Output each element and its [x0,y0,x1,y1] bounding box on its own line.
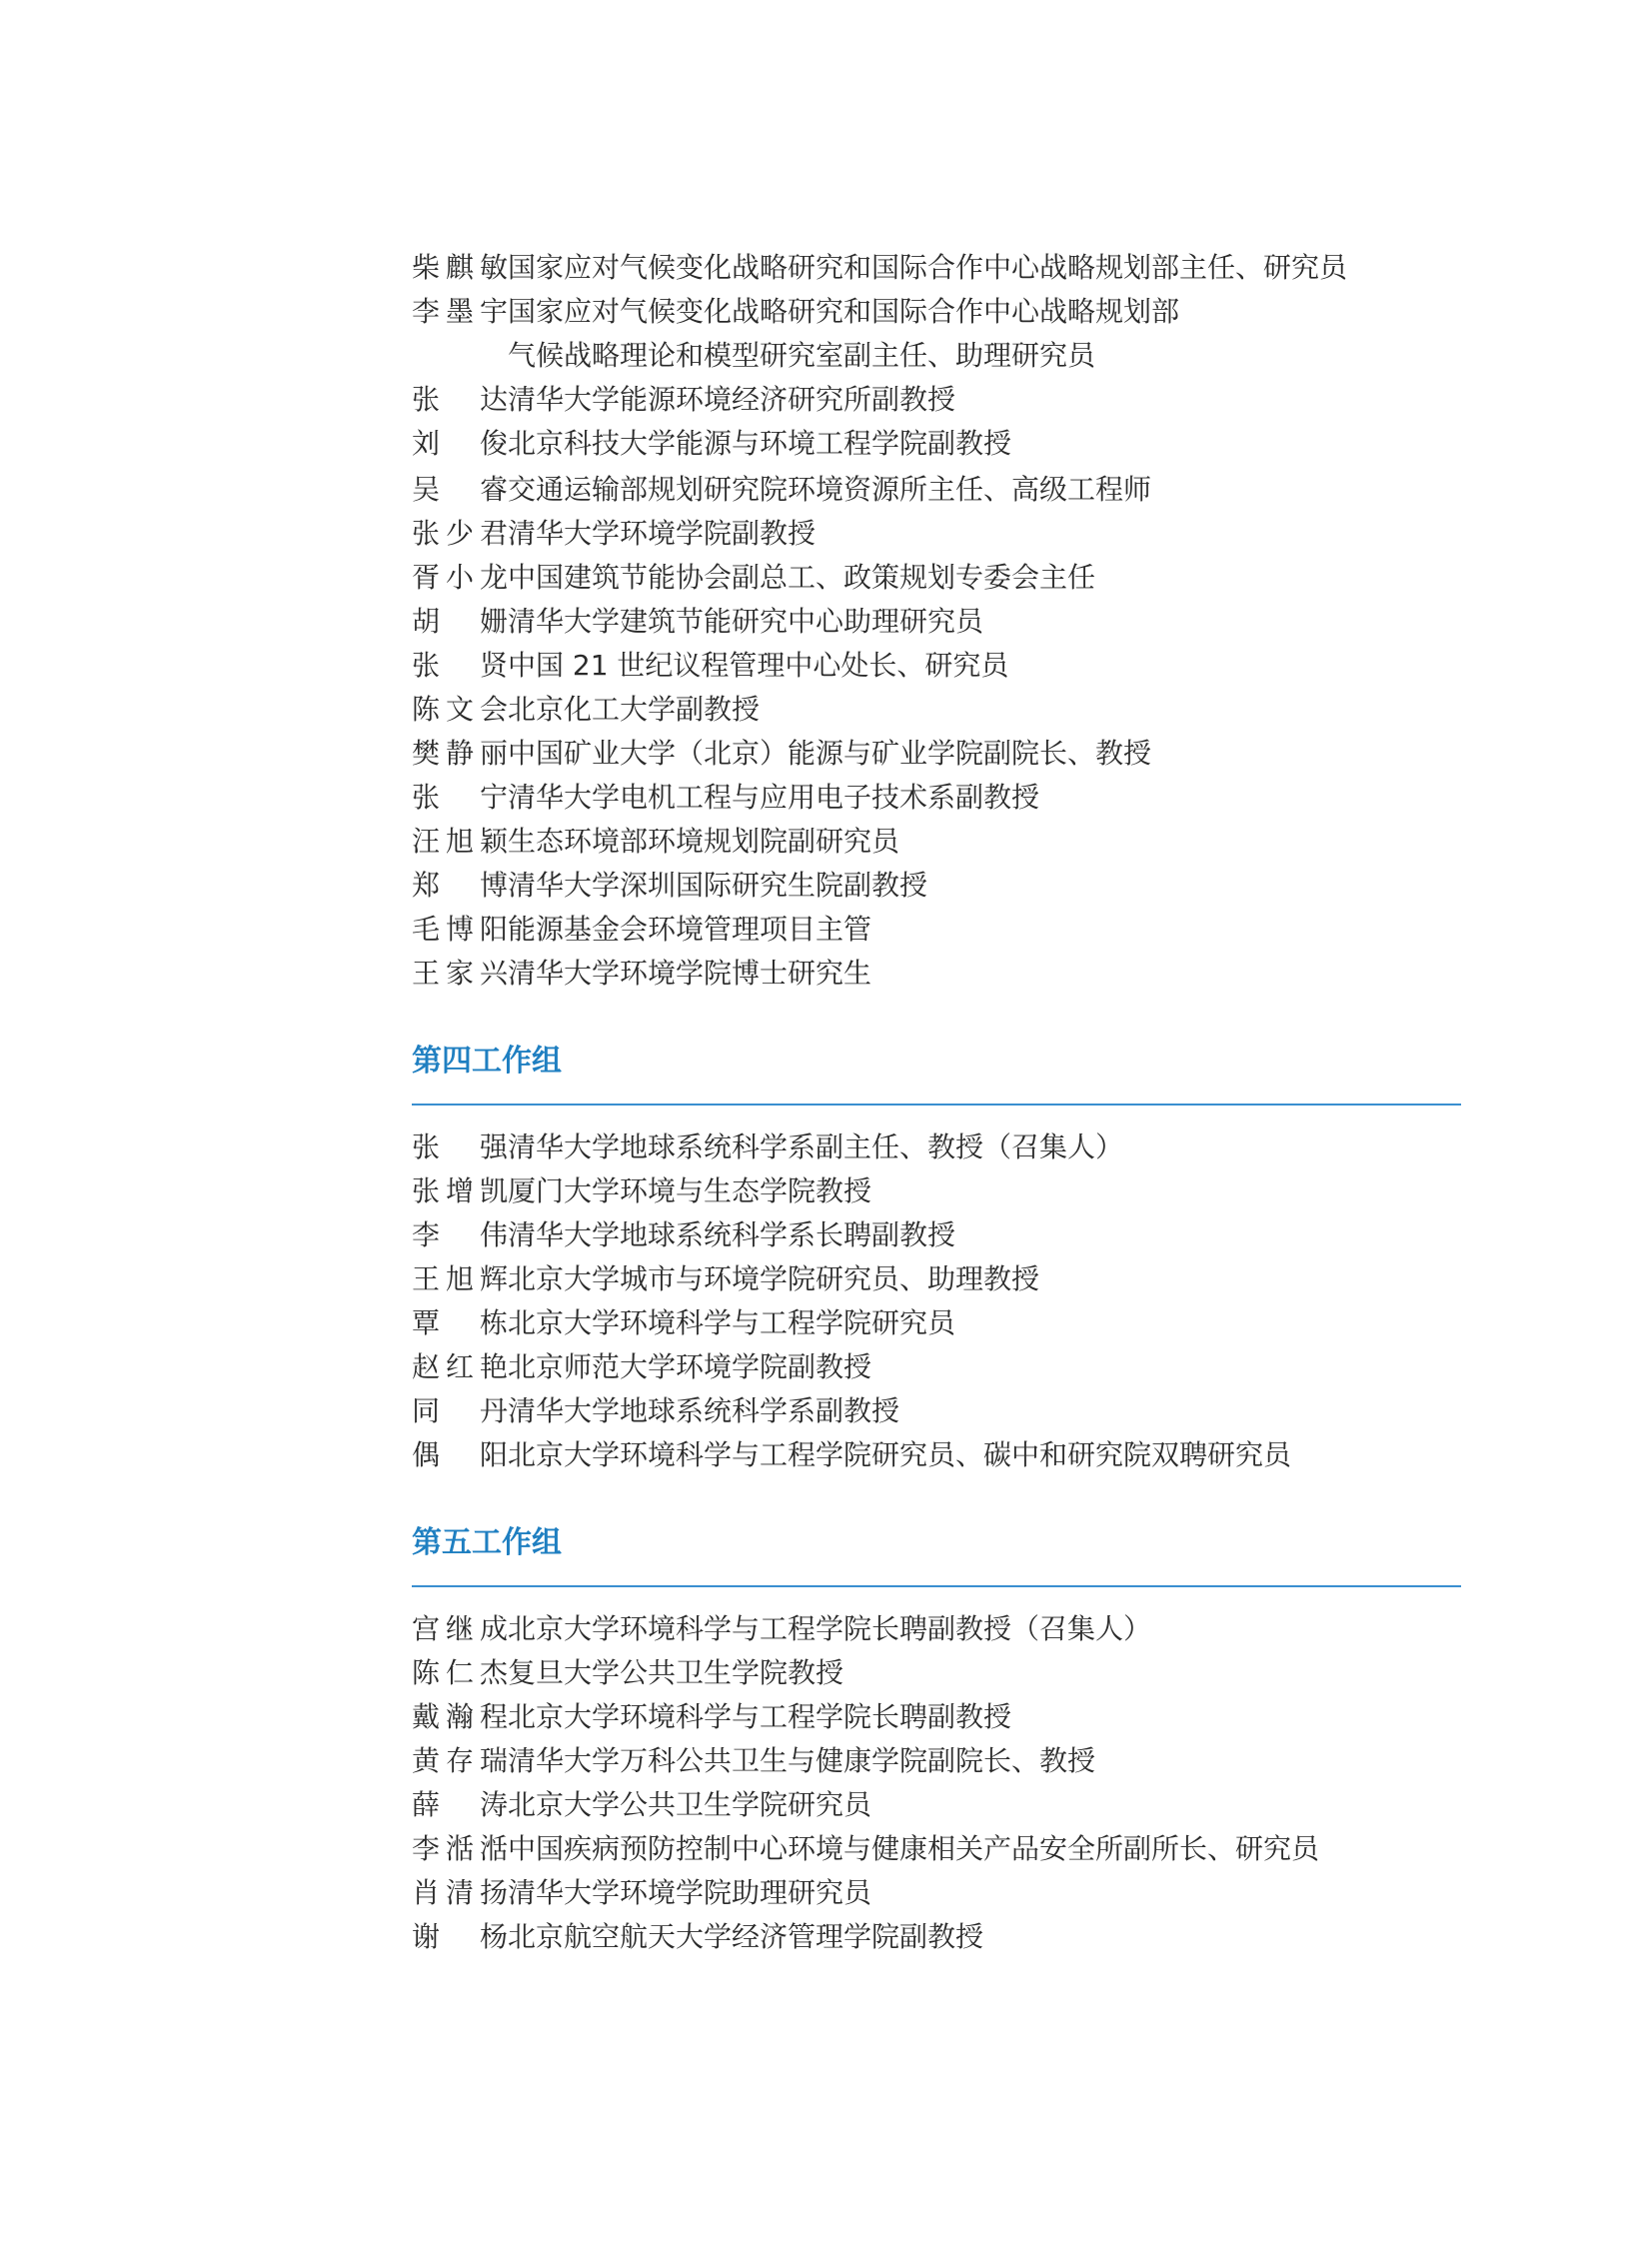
member-role: 中国疾病预防控制中心环境与健康相关产品安全所副所长、研究员 [508,1832,1320,1865]
member-role: 生态环境部环境规划院副研究员 [508,825,900,858]
list-item [412,422,1461,466]
member-name: 偶 阳 [412,1438,508,1471]
member-name: 陈仁杰 [412,1656,508,1689]
member-name: 宫继成 [412,1612,508,1645]
page-content [412,246,1461,1959]
list-item [412,644,1461,688]
list-item [412,1433,1461,1477]
member-role: 清华大学环境学院博士研究生 [508,957,872,990]
member-name: 张 贤 [412,649,508,682]
list-item [412,1871,1461,1915]
member-role: 国家应对气候变化战略研究和国际合作中心战略规划部 [508,295,1180,328]
member-name: 王家兴 [412,957,508,990]
member-name: 毛博阳 [412,913,508,946]
member-role: 清华大学环境学院助理研究员 [508,1876,872,1909]
member-name: 吴 睿 [412,473,508,506]
member-name: 同 丹 [412,1394,508,1427]
list-item [412,776,1461,820]
member-role: 清华大学地球系统科学系长聘副教授 [508,1218,956,1251]
member-name: 黄存瑞 [412,1744,508,1777]
member-role: 复旦大学公共卫生学院教授 [508,1656,844,1689]
list-item [412,290,1461,334]
member-role: 清华大学环境学院副教授 [508,517,817,550]
member-name: 张 达 [412,383,508,416]
list-item [412,1915,1461,1959]
member-name: 李湉湉 [412,1832,508,1865]
member-role: 交通运输部规划研究院环境资源所主任、高级工程师 [508,473,1152,506]
member-role-continued: 气候战略理论和模型研究室副主任、助理研究员 [508,339,1096,372]
member-name: 赵红艳 [412,1350,508,1383]
list-item [412,1783,1461,1827]
list-item [412,600,1461,644]
member-name: 李 伟 [412,1218,508,1251]
list-item [412,246,1461,290]
list-item [412,1695,1461,1739]
group-5-member-list [412,1607,1461,1959]
list-item [412,908,1461,952]
member-name: 郑 博 [412,869,508,902]
member-role: 北京大学环境科学与工程学院长聘副教授（召集人） [508,1612,1152,1645]
list-item [412,688,1461,732]
member-role: 清华大学地球系统科学系副教授 [508,1394,900,1427]
member-role: 北京大学公共卫生学院研究员 [508,1788,872,1821]
section-divider [412,1585,1461,1587]
member-role: 清华大学地球系统科学系副主任、教授（召集人） [508,1130,1124,1163]
section-title: 第四工作组 [412,1044,562,1079]
member-name: 王旭辉 [412,1262,508,1295]
member-name: 覃 栋 [412,1306,508,1339]
member-role: 厦门大学环境与生态学院教授 [508,1174,872,1207]
member-name: 柴麒敏 [412,251,508,284]
member-name: 樊静丽 [412,737,508,770]
list-item [412,1345,1461,1389]
member-role: 清华大学建筑节能研究中心助理研究员 [508,605,984,638]
group-4-section [412,1042,1461,1477]
list-item [412,1257,1461,1301]
member-role: 清华大学能源环境经济研究所副教授 [508,383,956,416]
list-item [412,1213,1461,1257]
member-role: 北京大学环境科学与工程学院研究员、碳中和研究院双聘研究员 [508,1438,1292,1471]
list-item [412,1389,1461,1433]
member-name: 胥小龙 [412,561,508,594]
member-role: 中国建筑节能协会副总工、政策规划专委会主任 [508,561,1096,594]
member-role: 北京航空航天大学经济管理学院副教授 [508,1920,984,1953]
member-role: 清华大学万科公共卫生与健康学院副院长、教授 [508,1744,1096,1777]
list-item [412,1827,1461,1871]
member-role: 北京大学城市与环境学院研究员、助理教授 [508,1262,1040,1295]
list-item [412,1739,1461,1783]
member-name: 张 宁 [412,781,508,814]
list-item [412,512,1461,556]
member-name: 戴瀚程 [412,1700,508,1733]
member-role: 清华大学电机工程与应用电子技术系副教授 [508,781,1040,814]
group-4-member-list [412,1125,1461,1477]
list-item [412,1607,1461,1651]
member-name: 肖清扬 [412,1876,508,1909]
member-name: 刘 俊 [412,427,508,460]
list-item [412,334,1461,378]
member-role: 能源基金会环境管理项目主管 [508,913,872,946]
member-name: 张增凯 [412,1174,508,1207]
member-role: 北京化工大学副教授 [508,693,761,726]
list-item [412,1301,1461,1345]
member-role: 北京大学环境科学与工程学院研究员 [508,1306,956,1339]
member-name: 汪旭颖 [412,825,508,858]
member-role: 中国 21 世纪议程管理中心处长、研究员 [508,649,1009,682]
section-title: 第五工作组 [412,1525,562,1560]
member-name: 张 强 [412,1130,508,1163]
list-item [412,556,1461,600]
member-name: 薛 涛 [412,1788,508,1821]
member-role: 国家应对气候变化战略研究和国际合作中心战略规划部主任、研究员 [508,251,1348,284]
member-name: 陈文会 [412,693,508,726]
member-name: 胡 姗 [412,605,508,638]
list-item [412,468,1461,512]
list-item [412,1651,1461,1695]
member-role: 北京大学环境科学与工程学院长聘副教授 [508,1700,1012,1733]
member-role: 北京科技大学能源与环境工程学院副教授 [508,427,1012,460]
list-item [412,820,1461,864]
section-divider [412,1104,1461,1106]
list-item [412,864,1461,908]
member-name: 谢 杨 [412,1920,508,1953]
list-item [412,378,1461,422]
group-5-section [412,1523,1461,1959]
list-item [412,1125,1461,1169]
member-role: 清华大学深圳国际研究生院副教授 [508,869,928,902]
continued-member-list [412,246,1461,996]
list-item [412,1169,1461,1213]
member-role: 中国矿业大学（北京）能源与矿业学院副院长、教授 [508,737,1152,770]
list-item [412,732,1461,776]
member-role: 北京师范大学环境学院副教授 [508,1350,872,1383]
member-name: 李墨宇 [412,295,508,328]
member-name: 张少君 [412,517,508,550]
list-item [412,952,1461,996]
